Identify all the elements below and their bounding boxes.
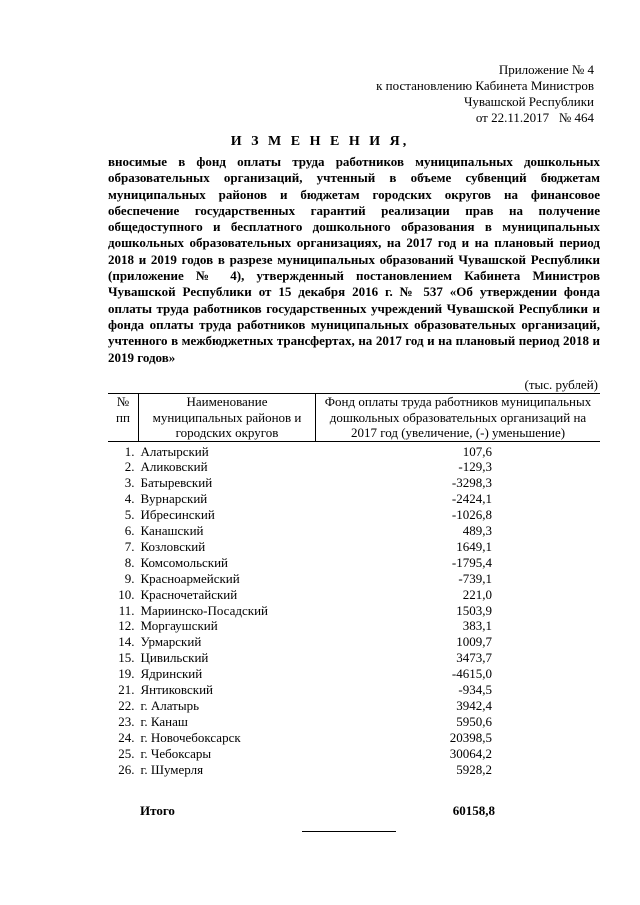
table-row xyxy=(108,459,600,475)
row-number: 19. xyxy=(118,666,135,682)
row-name: г. Новочебоксарск xyxy=(140,729,241,745)
row-value: 5950,6 xyxy=(456,713,492,729)
row-number: 3. xyxy=(124,475,135,491)
row-value: -934,5 xyxy=(458,682,492,698)
unit-label: (тыс. рублей) xyxy=(524,377,598,392)
approval-block xyxy=(376,62,594,126)
row-name: Вурнарский xyxy=(140,491,208,507)
row-number: 15. xyxy=(118,650,135,666)
row-number: 23. xyxy=(118,713,135,729)
row-value: 1503,9 xyxy=(456,602,492,618)
row-number: 1. xyxy=(124,443,135,459)
approval-line: к постановлению Кабинета Министров xyxy=(376,78,594,93)
row-name: Аликовский xyxy=(140,459,208,475)
row-number: 4. xyxy=(124,491,135,507)
total-value: 60158,8 xyxy=(452,803,495,818)
row-number: 24. xyxy=(118,729,135,745)
table-row xyxy=(108,441,600,459)
changes-table xyxy=(108,393,600,778)
row-value: 5928,2 xyxy=(456,761,492,777)
row-value: 30064,2 xyxy=(449,745,492,761)
row-number: 22. xyxy=(118,698,135,713)
divider xyxy=(302,831,396,832)
header-name: Наименование муниципальных районов и городских округов xyxy=(139,394,316,442)
table-row xyxy=(108,523,600,539)
row-number: 21. xyxy=(118,682,135,698)
total-label: Итого xyxy=(140,803,175,818)
row-name: Моргаушский xyxy=(140,618,218,634)
row-number: 8. xyxy=(124,554,135,570)
table-row xyxy=(108,539,600,555)
row-value: -1795,4 xyxy=(451,554,492,570)
table-row xyxy=(108,746,600,762)
header-num: № пп xyxy=(108,394,139,442)
table-row xyxy=(108,618,600,634)
row-number: 14. xyxy=(118,634,135,650)
document-title: И З М Е Н Е Н И Я, xyxy=(230,134,410,149)
row-number: 5. xyxy=(124,507,135,523)
approval-line: Приложение № 4 xyxy=(498,62,594,77)
row-name: Алатырский xyxy=(140,443,209,459)
row-name: г. Алатырь xyxy=(140,698,200,713)
row-name: Комсомольский xyxy=(140,554,228,570)
row-value: 3942,4 xyxy=(456,698,492,713)
table-row xyxy=(108,698,600,714)
row-value: -4615,0 xyxy=(451,666,492,682)
table-row xyxy=(108,730,600,746)
row-name: Ядринский xyxy=(140,666,203,682)
row-name: Козловский xyxy=(140,538,206,554)
row-number: 11. xyxy=(118,602,135,618)
row-number: 7. xyxy=(124,538,135,554)
row-number: 12. xyxy=(118,618,135,634)
table-row xyxy=(108,507,600,523)
row-value: -1026,8 xyxy=(451,507,492,523)
row-number: 2. xyxy=(124,459,135,475)
row-name: Красночетайский xyxy=(140,586,238,602)
table-row xyxy=(108,603,600,619)
row-name: Красноармейский xyxy=(140,570,240,586)
row-name: Ибресинский xyxy=(140,507,215,523)
table-row xyxy=(108,491,600,507)
row-value: 3473,7 xyxy=(456,650,492,666)
table-row xyxy=(108,762,600,778)
row-number: 25. xyxy=(118,745,135,761)
row-name: г. Шумерля xyxy=(140,761,204,777)
row-name: Урмарский xyxy=(140,634,202,650)
row-number: 10. xyxy=(118,586,135,602)
row-value: -2424,1 xyxy=(451,491,492,507)
row-value: 20398,5 xyxy=(449,729,492,745)
table-row xyxy=(108,571,600,587)
row-number: 26. xyxy=(118,761,135,777)
row-value: -3298,3 xyxy=(451,475,492,491)
row-value: 221,0 xyxy=(462,586,492,602)
table-row xyxy=(108,587,600,603)
table-row xyxy=(108,666,600,682)
row-name: Янтиковский xyxy=(140,682,213,698)
table-row xyxy=(108,475,600,491)
row-name: Канашский xyxy=(140,523,204,539)
approval-line: от 22.11.2017 № 464 xyxy=(475,110,594,125)
document-subtitle: вносимые в фонд оплаты труда работников муниципальных дошкольных образовательных организаций, учтенный в объеме субвенций бюджетам муниципальных районов и бюджетам городских округов на финансовое обеспечение государственных гарантий реализации прав на получение общедоступного и бесплатного дошкольного образования в муниципальных дошкольных образовательных организациях, на 2017 год и на плановый период 2018 и 2019 годов в разрезе муниципальных образований Чувашской Республики (приложение № 4), утвержденный постановлением Кабинета Министров Чувашской Республики от 15 декабря 2016 г. № 537 «Об утверждении фонда оплаты труда работников государственных учреждений Чувашской Республики и фонда оплаты труда работников муниципальных образовательных организаций, учтенного в межбюджетных трансфертах, на 2017 год и на плановый период 2018 и 2019 годов» xyxy=(108,154,600,365)
row-value: 1649,1 xyxy=(456,538,492,554)
approval-line: Чувашской Республики xyxy=(463,94,594,109)
row-name: г. Канаш xyxy=(140,713,188,729)
row-number: 9. xyxy=(124,570,135,586)
row-value: 383,1 xyxy=(462,618,492,634)
row-name: Мариинско-Посадский xyxy=(140,602,268,618)
row-value: 1009,7 xyxy=(456,634,492,650)
table-row xyxy=(108,682,600,698)
header-value: Фонд оплаты труда работников муниципальных дошкольных образовательных организаций на 2017 год (увеличение, (-) уменьшение) xyxy=(316,394,601,442)
table-row xyxy=(108,555,600,571)
table-row xyxy=(108,634,600,650)
table-row xyxy=(108,650,600,666)
table-header-row xyxy=(108,394,600,442)
row-number: 6. xyxy=(124,523,135,539)
row-value: 489,3 xyxy=(462,523,492,539)
table-row xyxy=(108,714,600,730)
row-name: Батыревский xyxy=(140,475,213,491)
table-body xyxy=(108,441,600,778)
row-value: -129,3 xyxy=(458,459,492,475)
row-name: г. Чебоксары xyxy=(140,745,212,761)
row-value: -739,1 xyxy=(458,570,492,586)
row-value: 107,6 xyxy=(462,443,492,459)
row-name: Цивильский xyxy=(140,650,209,666)
